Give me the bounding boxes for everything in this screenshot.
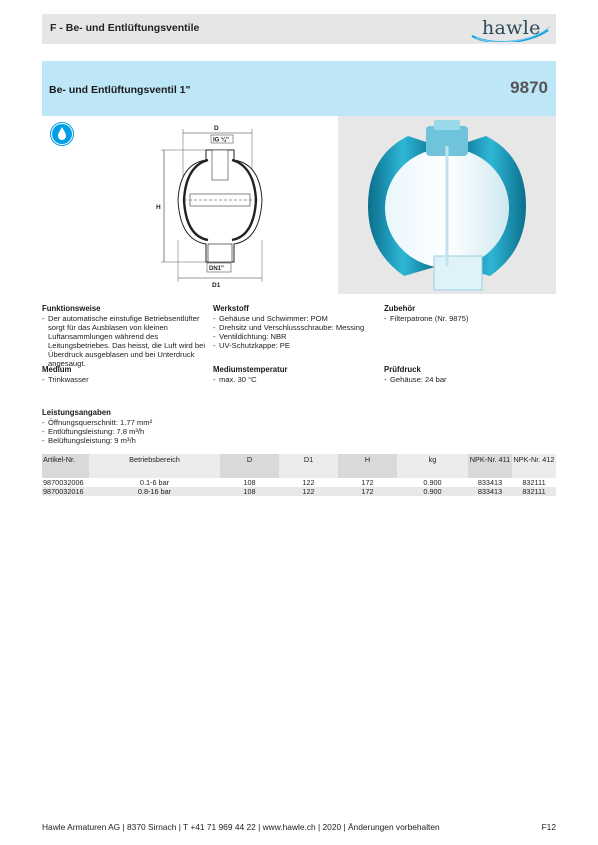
table-cell: 9870032006 [42,478,89,487]
table-cell: 833413 [468,487,512,496]
section-mediumtemperatur [213,365,381,384]
logo-text: hawle [482,17,541,39]
funktionsweise-item: - Der automatische einstufige Betriebsentlüfter sorgt für das Ausblasen von kleinen Luftansammlungen während des Leitungsbetriebes. Das heisst, die Luft wird bei Überdruck ausgeblasen und bei Unterdruck angesaugt. [42,314,210,368]
werkstoff-title: Werkstoff [213,304,249,313]
leistungsangaben-title: Leistungsangaben [42,408,111,417]
table-cell: 108 [220,487,279,496]
product-number: 9870 [510,78,548,97]
column-header: Artikel-Nr. [42,454,89,478]
section-pruefdruck [384,365,554,384]
table-cell: 833413 [468,478,512,487]
column-header: Betriebsbereich [89,454,220,478]
werkstoff-item: - Gehäuse und Schwimmer: POM [213,314,381,323]
category-header [42,14,556,44]
zubehoer-title: Zubehör [384,304,416,313]
werkstoff-item: - Drehsitz und Verschlussschraube: Messing [213,323,381,332]
table-header-row [42,454,556,478]
section-werkstoff [213,304,381,350]
column-header: H [338,454,397,478]
column-header: D [220,454,279,478]
medium-item: - Trinkwasser [42,375,210,384]
water-drop-icon [50,122,74,146]
dim-d-label: D [214,125,219,132]
mediumtemperatur-title: Mediumstemperatur [213,365,288,374]
leistungsangaben-item: - Entlüftungsleistung: 7.8 m³/h [42,427,242,436]
table-cell: 9870032016 [42,487,89,496]
leistungsangaben-item: - Belüftungsleistung: 9 m³/h [42,436,242,445]
dim-h-label: H [156,204,161,211]
table-cell: 832111 [512,487,556,496]
column-header: kg [397,454,468,478]
section-funktionsweise [42,304,210,368]
table-cell: 172 [338,478,397,487]
funktionsweise-title: Funktionsweise [42,304,101,313]
table-cell: 0.1-6 bar [89,478,220,487]
medium-title: Medium [42,365,72,374]
technical-drawing [150,120,280,292]
zubehoer-item: - Filterpatrone (Nr. 9875) [384,314,554,323]
leistungsangaben-item: - Öffnungsquerschnitt: 1.77 mm² [42,418,242,427]
pruefdruck-item: - Gehäuse: 24 bar [384,375,554,384]
table-row [42,487,556,496]
dim-dn-label: DN1" [209,266,224,272]
valve-cutaway-image [338,116,556,294]
page-number: F12 [541,822,556,832]
table-cell: 172 [338,487,397,496]
table-cell: 0.8-16 bar [89,487,220,496]
pruefdruck-title: Prüfdruck [384,365,421,374]
mediumtemperatur-item: - max. 30 °C [213,375,381,384]
article-table [42,454,556,496]
footer-contact: Hawle Armaturen AG | 8370 Sirnach | T +41 71 969 44 22 | www.hawle.ch | 2020 | Änderungen vorbehalten [42,822,440,832]
table-cell: 0.900 [397,487,468,496]
hawle-logo [468,16,552,42]
column-header: D1 [279,454,338,478]
table-cell: 832111 [512,478,556,487]
table-cell: 0.900 [397,478,468,487]
section-zubehoer [384,304,554,323]
werkstoff-item: - UV-Schutzkappe: PE [213,341,381,350]
column-header: NPK-Nr. 411 [468,454,512,478]
werkstoff-item: - Ventildichtung: NBR [213,332,381,341]
table-row [42,478,556,487]
product-photo [338,116,556,294]
category-title: F - Be- und Entlüftungsventile [50,22,200,34]
column-header: NPK-Nr. 412 [512,454,556,478]
product-title-bar [42,61,556,116]
table-cell: 108 [220,478,279,487]
dim-ig-label: IG ¼" [213,137,229,144]
dim-d1-label: D1 [212,282,221,289]
section-leistungsangaben [42,408,242,445]
product-name: Be- und Entlüftungsventil 1" [49,84,191,96]
table-cell: 122 [279,487,338,496]
table-cell: 122 [279,478,338,487]
section-medium [42,365,210,384]
